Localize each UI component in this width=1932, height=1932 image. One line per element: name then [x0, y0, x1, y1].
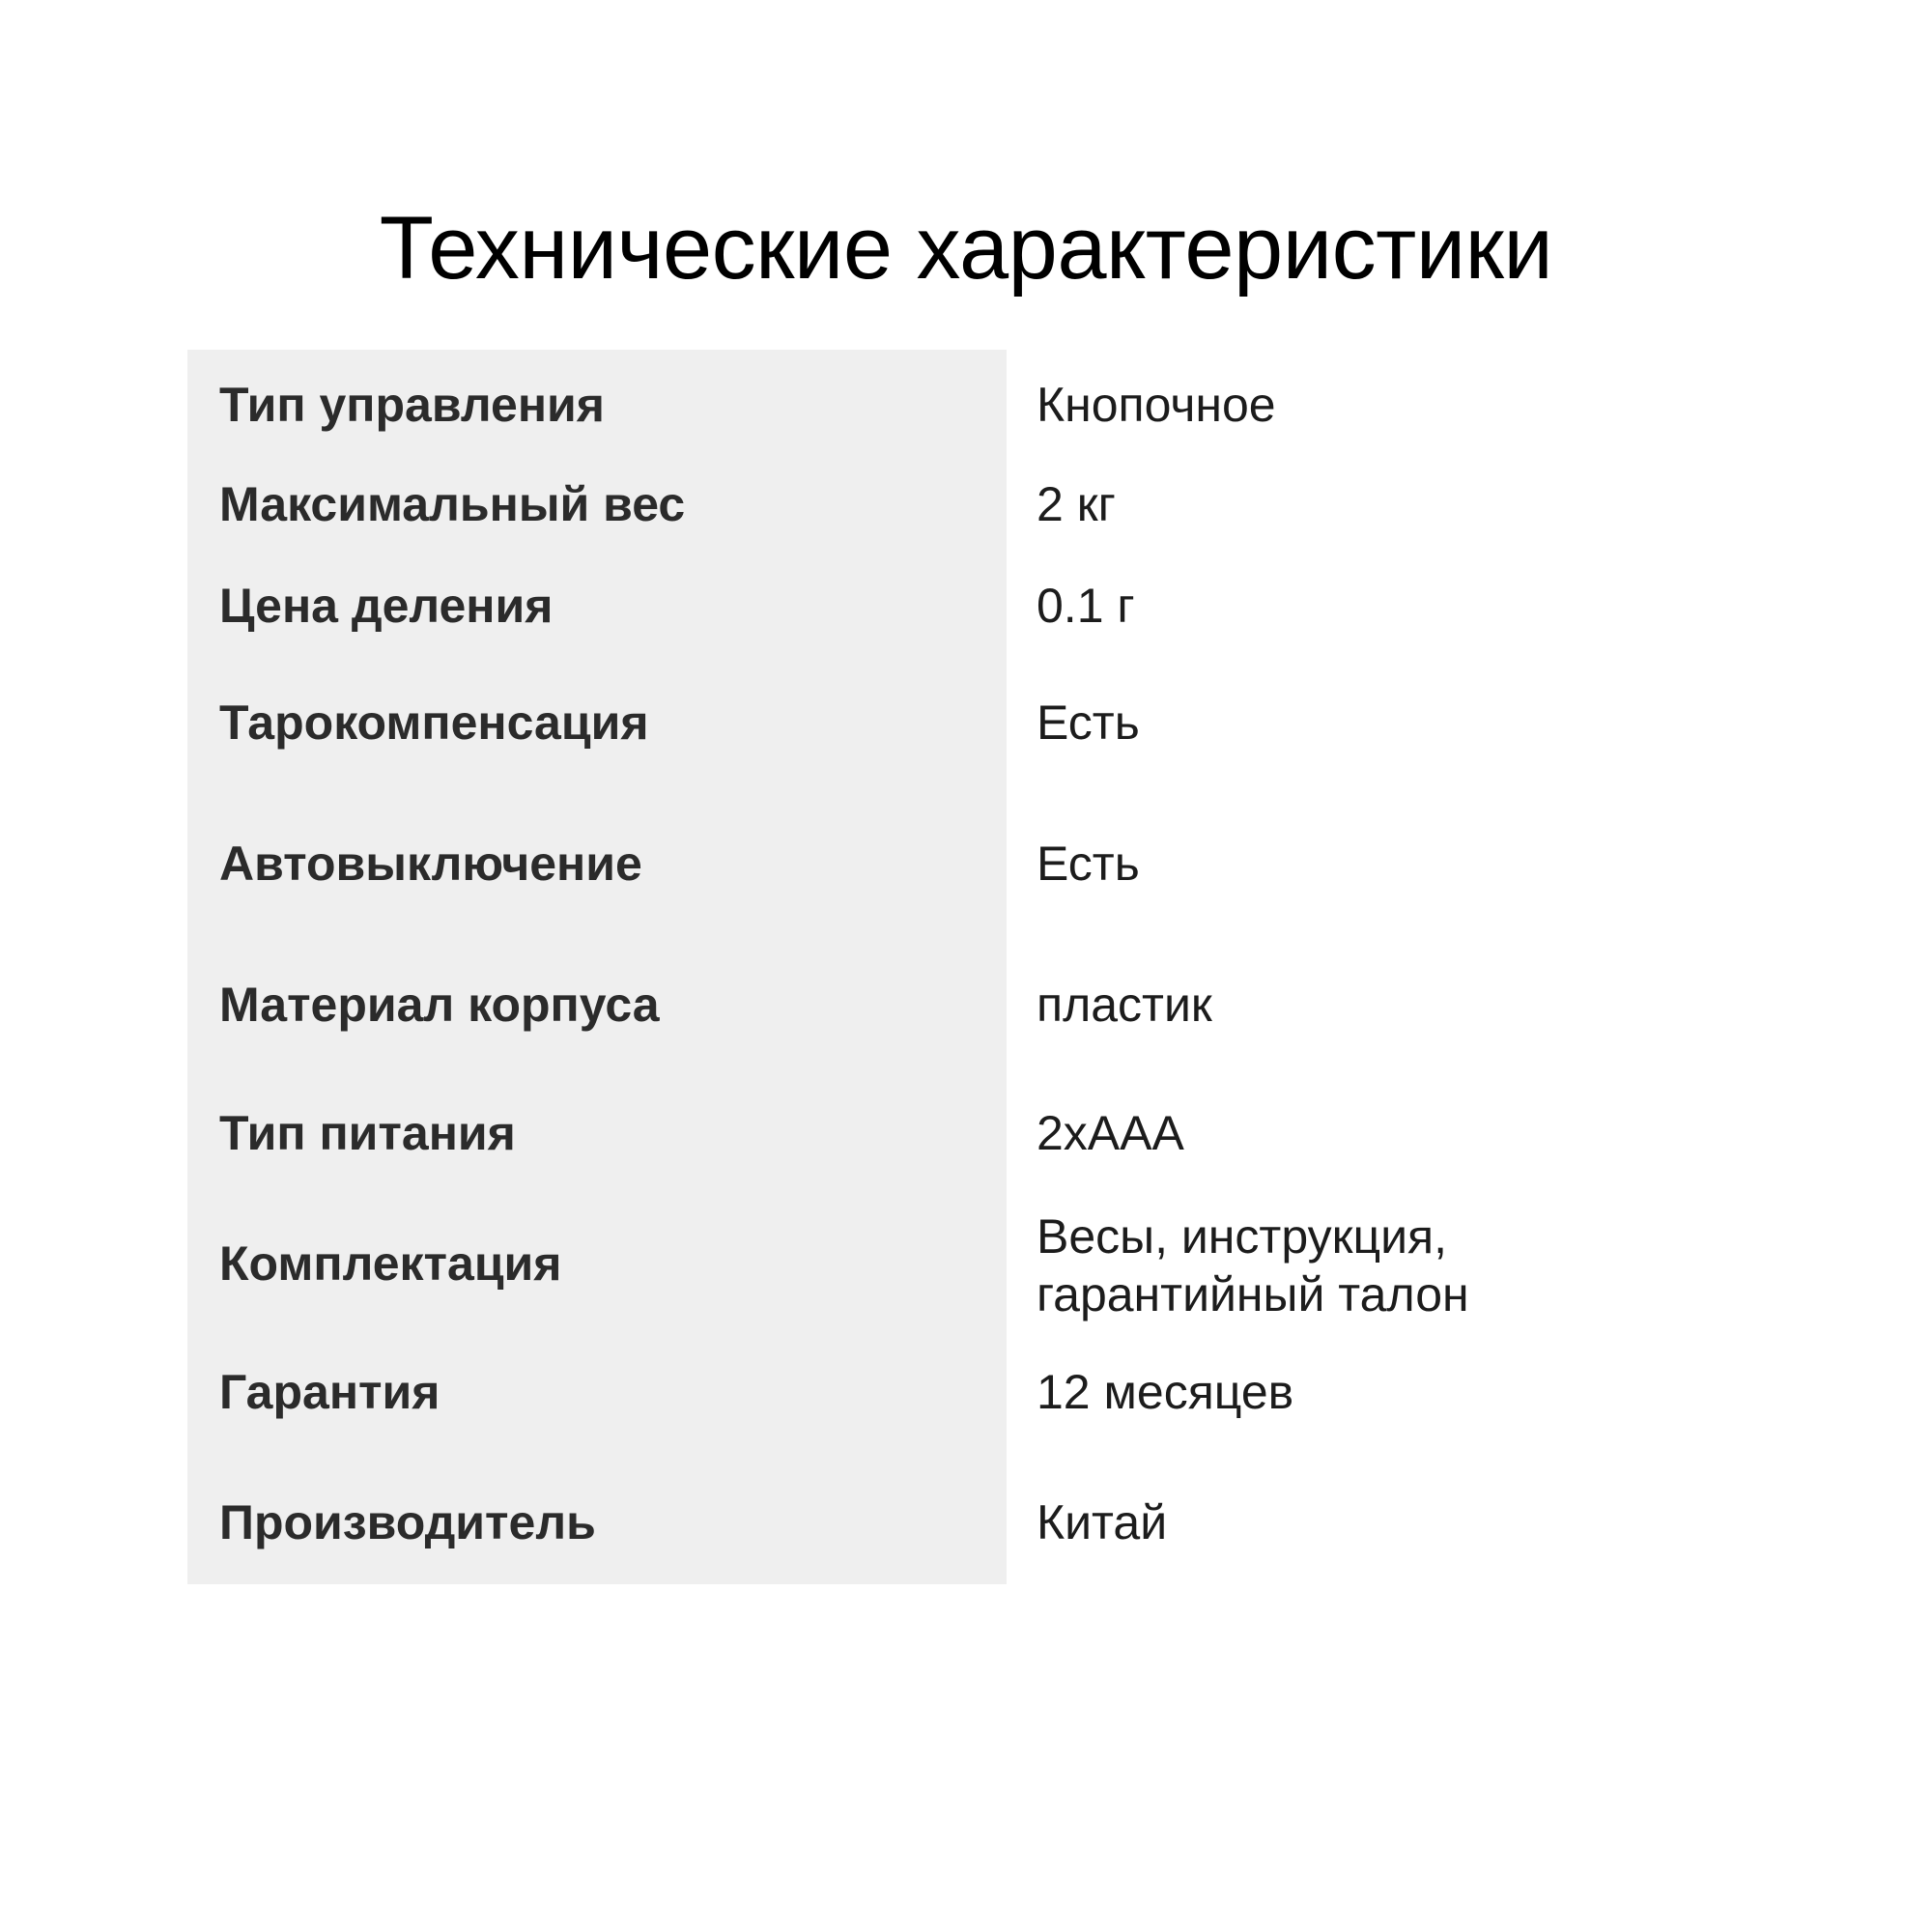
spec-value-warranty: 12 месяцев: [1037, 1365, 1294, 1419]
spec-value-auto-off: Есть: [1037, 837, 1140, 891]
spec-value-tare: Есть: [1037, 696, 1140, 750]
spec-label-package: Комплектация: [219, 1236, 562, 1291]
spec-value-package-line-1: Весы, инструкция,: [1037, 1209, 1447, 1264]
spec-value-manufacturer: Китай: [1037, 1495, 1168, 1549]
spec-value-division: 0.1 г: [1037, 579, 1135, 633]
spec-value-max-weight: 2 кг: [1037, 477, 1116, 531]
spec-value-power-type: 2хААА: [1037, 1106, 1184, 1160]
spec-value-package: [1037, 1208, 1469, 1323]
spec-label-division: Цена деления: [219, 579, 554, 633]
spec-value-body-material: пластик: [1037, 978, 1212, 1032]
spec-label-body-material: Материал корпуса: [219, 978, 660, 1032]
spec-label-max-weight: Максимальный вес: [219, 477, 686, 531]
spec-value-package-line-2: гарантийный талон: [1037, 1267, 1469, 1321]
spec-label-manufacturer: Производитель: [219, 1495, 596, 1549]
spec-label-auto-off: Автовыключение: [219, 837, 642, 891]
spec-label-power-type: Тип питания: [219, 1106, 516, 1160]
spec-label-control-type: Тип управления: [219, 378, 605, 432]
spec-label-tare: Тарокомпенсация: [219, 696, 649, 750]
spec-label-warranty: Гарантия: [219, 1365, 440, 1419]
page-title: Технические характеристики: [379, 198, 1553, 298]
spec-value-control-type: Кнопочное: [1037, 378, 1276, 432]
